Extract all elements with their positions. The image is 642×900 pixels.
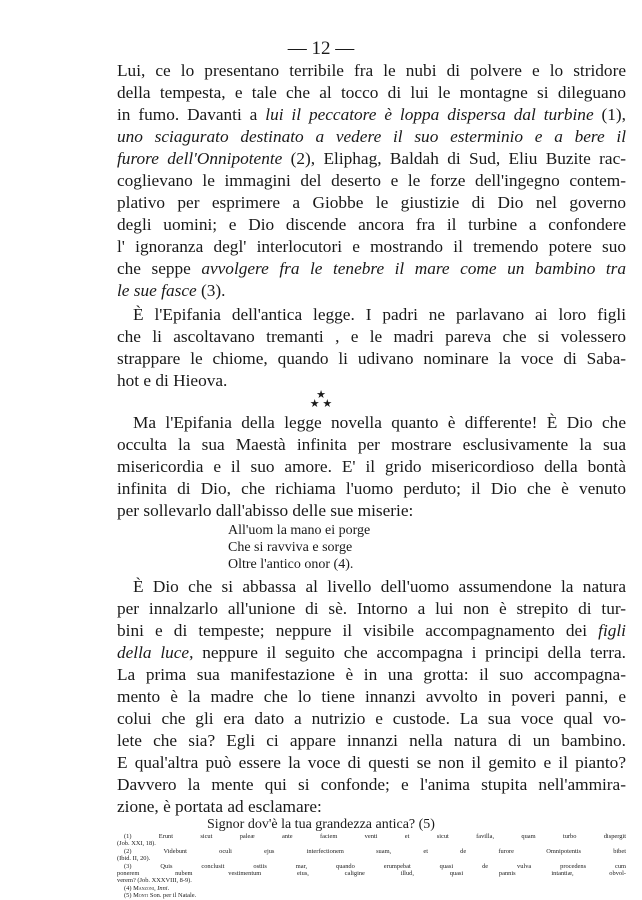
text-line: Ma l'Epifania della legge novella quanto è differente! È Dio che [133,413,626,432]
text-line: zione, è portata ad esclamare: [117,797,322,816]
footnote-2-cont: (Ibid. II, 20). [117,855,151,863]
text-line: occulta la sua Maestà infinita per mostrare esclusivamente la sua [117,435,626,454]
verse-line: Oltre l'antico onor (4). [228,557,354,572]
footnote-1: (1) Erunt sicut paleæ ante faciem venti et sicut favilla, quam turbo dispergit [124,833,626,840]
verse-line: All'uom la mano ei porge [228,523,371,538]
footnote-1-cont: (Job. XXI, 18). [117,840,156,848]
text-line: misericordia e il suo amore. E' il grido misericordioso della bontà [117,457,626,476]
text-line: Lui, ce lo presentano terribile fra le nubi di polvere e lo stridore [117,61,626,80]
text-line: È l'Epifania dell'antica legge. I padri ne parlavano ai loro figli [133,305,626,324]
text-line: coglievano le immagini del deserto e le forze dell'ingegno contem- [117,171,626,190]
text-line: È Dio che si abbassa al livello dell'uomo assumendone la natura [133,577,626,596]
text-line: colui che gli era dato a nutrizio e custode. La sua voce qual vo- [117,709,626,728]
text-line: degli uomini; e Dio discende ancora fra il turbine a confondere [117,215,626,234]
page-number: — 12 — [287,38,355,59]
text-line: l' ignoranza degl' interlocutori e mostrando il tremendo potere suo [117,237,626,256]
text-line: che seppe avvolgere fra le tenebre il mare come un bambino tra [117,259,626,278]
verse-line: Che si ravviva e sorge [228,540,353,555]
asterism-divider: ★ ★ ★ [309,389,333,410]
text-line: mento è la madre che lo tiene innanzi avvolto in poveri panni, e [117,687,626,706]
text-line: hot e di Hieova. [117,371,228,390]
text-line: strappare le chiome, quando li udivano nominare la voce di Saba- [117,349,626,368]
footnote-2: (2) Videbunt oculi ejus interfectionem suam, et de furore Omnipotentis bibet [124,847,626,855]
text-line: le sue fasce (3). [117,281,226,300]
text-line: per sollevarlo dall'abisso delle sue miserie: [117,501,414,520]
text-line: furore dell'Onnipotente (2), Eliphag, Baldah di Sud, Eliu Buzite rac- [117,149,627,168]
footnote-3-cont: verem? (Job. XXXVIII, 8-9). [117,877,192,885]
verse-quotation-monti: Signor dov'è la tua grandezza antica? (5) [207,817,435,832]
text-line: che li ascoltavano tremanti , e le madri pareva che si volessero [117,327,626,346]
text-line: della tempesta, e tale che al tocco di lui le montagne si dileguano [117,83,626,102]
footnote-4: (4) Manzoni, Inni. [124,884,170,892]
text-line: plativo per esprimere a Giobbe le giustizie di Dio nel governo [117,193,626,212]
text-line: lete che sia? Egli ci appare innanzi nella natura di un bambino. [117,731,626,750]
text-line: per innalzarlo all'unione di sè. Intorno a lui non è strepito di tur- [117,599,626,618]
text-line: della luce, neppure il seguito che accompagna i principi della terra. [117,643,626,662]
text-line: E qual'altra può essere la voce di questi se non il gemito e il pianto? [117,753,626,772]
text-line: bini e di tempeste; neppure il visibile accompagnamento dei figli [117,621,626,640]
footnote-5: (5) Monti Son. per il Natale. [124,892,197,900]
text-line: infinita di Dio, che richiama l'uomo perduto; il Dio che è venuto [117,479,626,498]
footnote-3-cont: ponerem nubem vestimentum eius, caligine illud, quasi pannis intantiæ, obvol- [117,870,626,877]
text-line: Davvero la mente qui si confonde; e l'anima stupita nell'ammira- [117,775,626,794]
text-line: in fumo. Davanti a lui il peccatore è loppa dispersa dal turbine (1), [117,105,626,124]
footnote-3: (3) Quis conclusit ostiis mar, quando erumpebat quasi de vulva procedens cum [124,862,626,870]
text-line: La prima sua manifestazione è in una grotta: il suo accompagna- [117,665,626,684]
text-line: uno sciagurato destinato a vedere il suo esterminio e a bere il [117,127,626,146]
